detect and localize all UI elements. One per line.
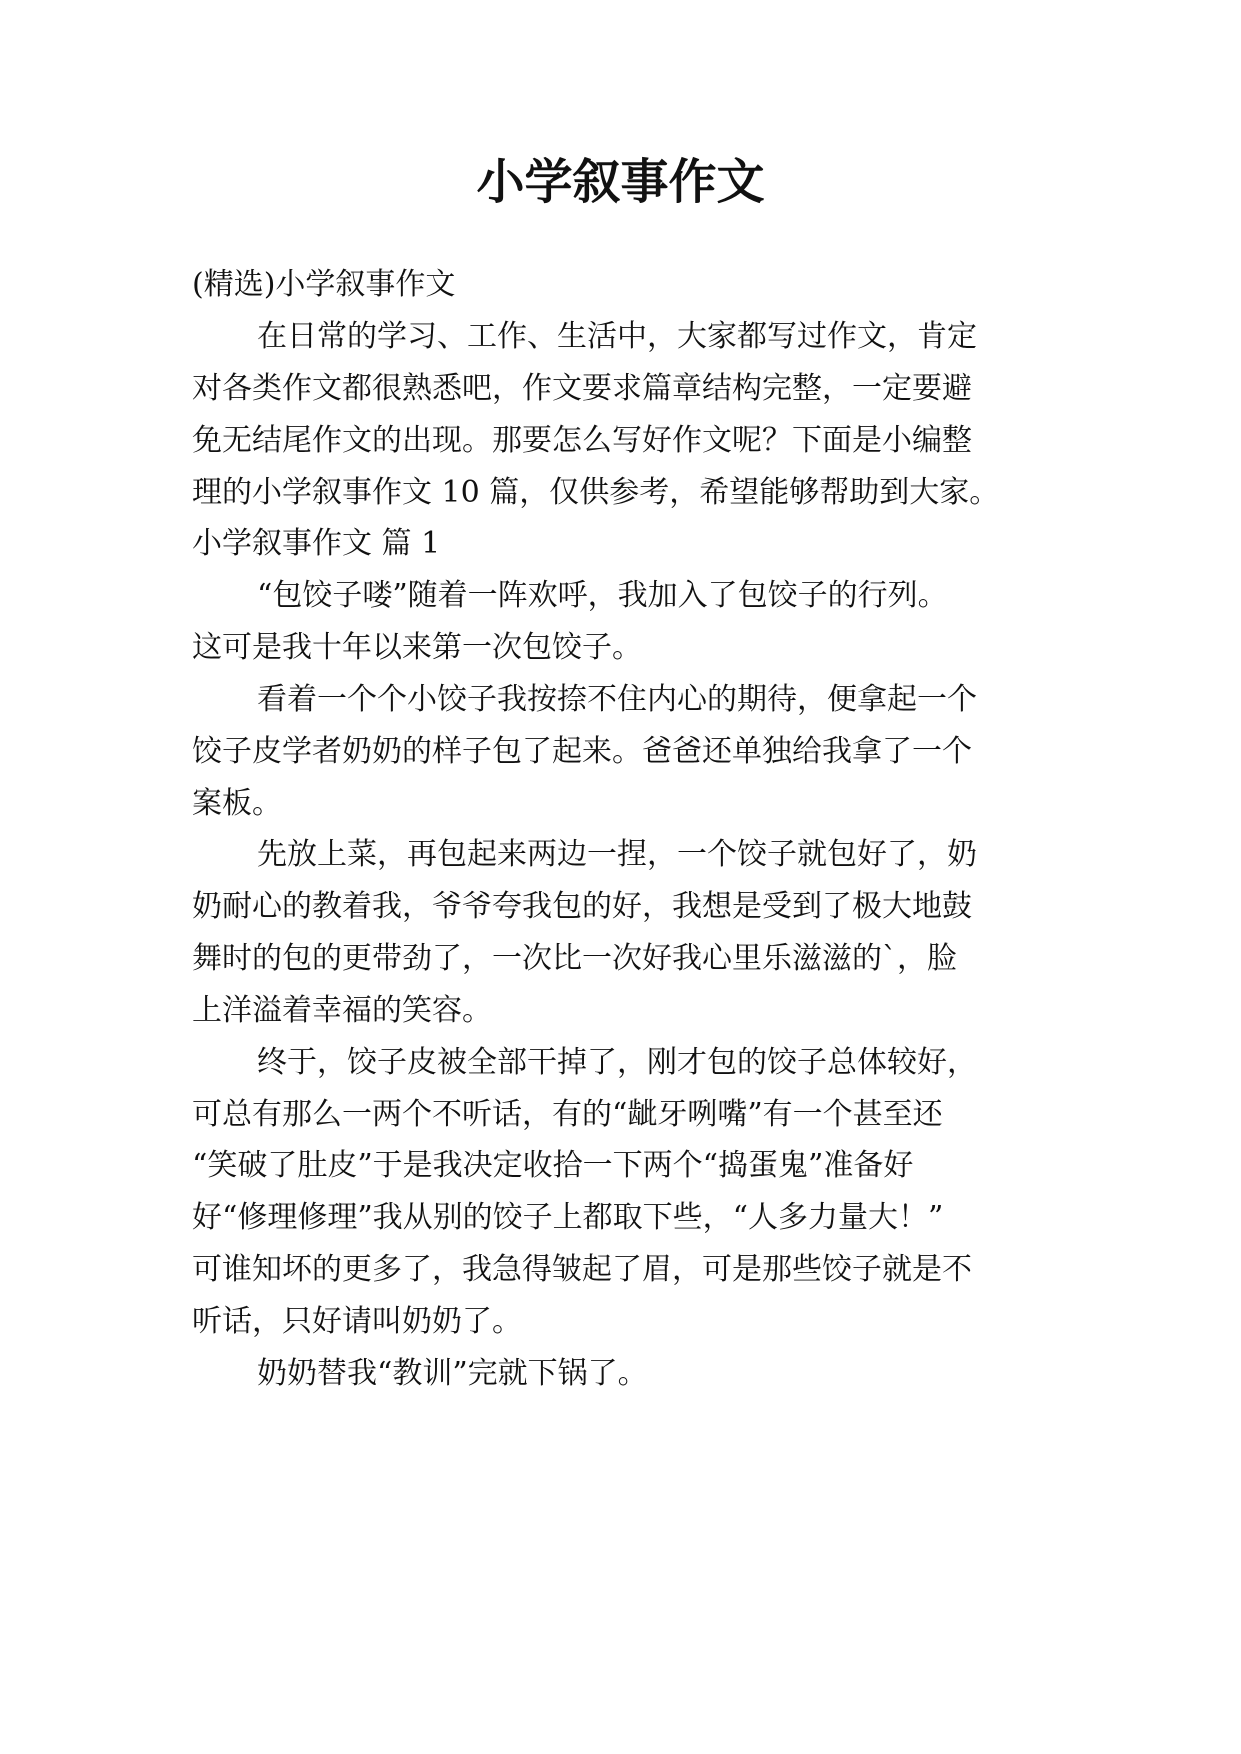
subtitle-line: (精选)小学叙事作文 (192, 267, 456, 302)
text-line: “包饺子喽”随着一阵欢呼，我加入了包饺子的行列。 (257, 578, 948, 613)
text-line: 先放上菜，再包起来两边一捏，一个饺子就包好了，奶 (257, 837, 977, 872)
text-line: 这可是我十年以来第一次包饺子。 (192, 630, 642, 665)
section-heading: 小学叙事作文 篇 1 (192, 526, 441, 561)
text-line: 听话，只好请叫奶奶了。 (192, 1304, 522, 1339)
text-line: 可谁知坏的更多了，我急得皱起了眉，可是那些饺子就是不 (192, 1252, 972, 1287)
text-line: 终于，饺子皮被全部干掉了，刚才包的饺子总体较好， (257, 1045, 977, 1080)
text-line: 舞时的包的更带劲了，一次比一次好我心里乐滋滋的`，脸 (192, 941, 957, 976)
document-title: 小学叙事作文 (476, 154, 765, 210)
text-line: 看着一个个小饺子我按捺不住内心的期待，便拿起一个 (257, 682, 977, 717)
text-line: 在日常的学习、工作、生活中，大家都写过作文，肯定 (257, 319, 977, 354)
text-line: 饺子皮学者奶奶的样子包了起来。爸爸还单独给我拿了一个 (192, 734, 972, 769)
text-line: 对各类作文都很熟悉吧，作文要求篇章结构完整，一定要避 (192, 371, 972, 406)
text-line: 免无结尾作文的出现。那要怎么写好作文呢？下面是小编整 (192, 423, 972, 458)
text-line: 好“修理修理”我从别的饺子上都取下些，“人多力量大！” (192, 1200, 944, 1235)
text-line: 上洋溢着幸福的笑容。 (192, 993, 492, 1028)
text-line: “笑破了肚皮”于是我决定收拾一下两个“捣蛋鬼”准备好 (192, 1148, 914, 1183)
text-line: 奶耐心的教着我，爷爷夸我包的好，我想是受到了极大地鼓 (192, 889, 972, 924)
text-line: 理的小学叙事作文 10 篇，仅供参考，希望能够帮助到大家。 (192, 475, 1000, 510)
text-line: 奶奶替我“教训”完就下锅了。 (257, 1356, 648, 1391)
text-line: 案板。 (192, 786, 282, 821)
text-line: 可总有那么一两个不听话，有的“龇牙咧嘴”有一个甚至还 (192, 1097, 943, 1132)
